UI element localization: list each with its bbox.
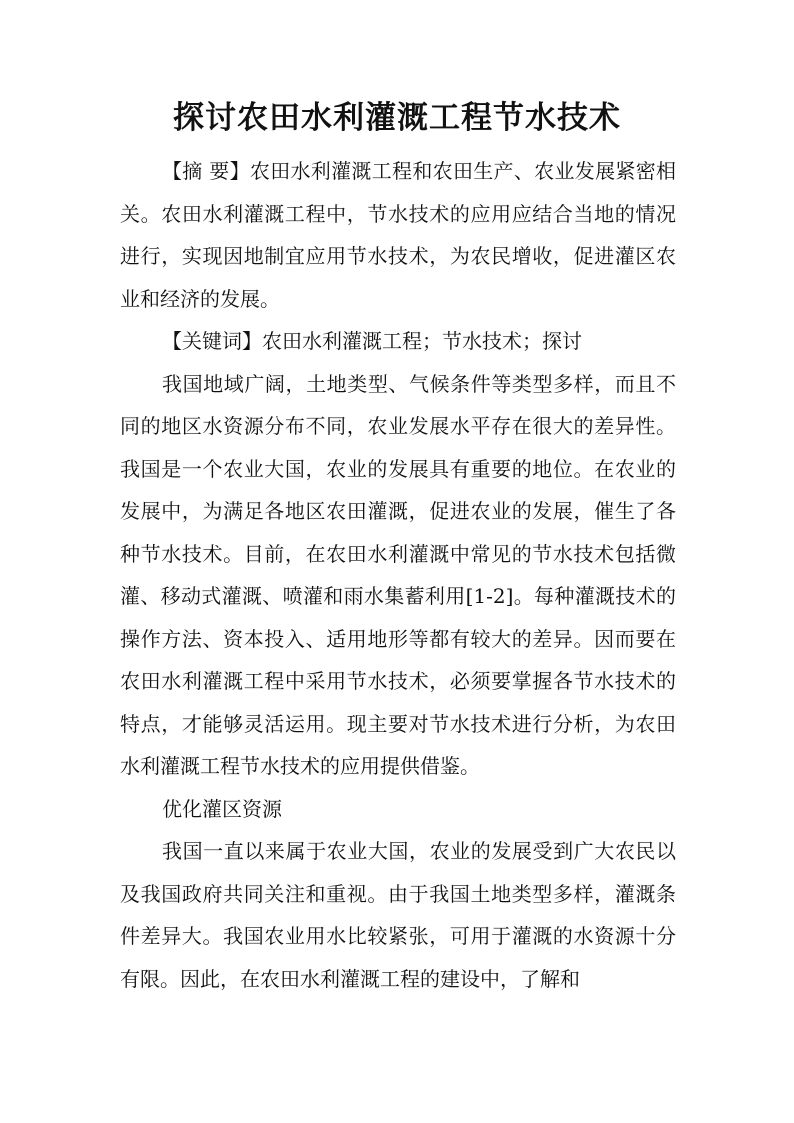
abstract-paragraph <box>120 150 676 320</box>
section-heading: 优化灌区资源 <box>162 796 282 821</box>
keywords-text: 农田水利灌溉工程；节水技术；探讨 <box>262 329 582 353</box>
section-paragraph: 我国一直以来属于农业大国，农业的发展受到广大农民以及我国政府共同关注和重视。由于我国土地类型多样，灌溉条件差异大。我国农业用水比较紧张，可用于灌溉的水资源十分有限。因此，在农田水利灌溉工程的建设中，了解和 <box>120 839 676 991</box>
abstract-text: 农田水利灌溉工程和农田生产、农业发展紧密相关。农田水利灌溉工程中，节水技术的应用应结合当地的情况进行，实现因地制宜应用节水技术，为农民增收，促进灌区农业和经济的发展。 <box>120 159 677 311</box>
document-title: 探讨农田水利灌溉工程节水技术 <box>173 100 621 136</box>
keywords-label: 【关键词】 <box>162 329 262 353</box>
abstract-label: 【摘 要】 <box>162 159 250 183</box>
document-body <box>120 150 676 1000</box>
keywords-paragraph <box>120 320 676 363</box>
intro-paragraph: 我国地域广阔，土地类型、气候条件等类型多样，而且不同的地区水资源分布不同，农业发展水平存在很大的差异性。我国是一个农业大国，农业的发展具有重要的地位。在农业的发展中，为满足各地区农田灌溉，促进农业的发展，催生了各种节水技术。目前，在农田水利灌溉中常见的节水技术包括微灌、移动式灌溉、喷灌和雨水集蓄利用[1-2]。每种灌溉技术的操作方法、资本投入、适用地形等都有较大的差异。因而要在农田水利灌溉工程中采用节水技术，必须要掌握各节水技术的特点，才能够灵活运用。现主要对节水技术进行分析，为农田水利灌溉工程节水技术的应用提供借鉴。 <box>120 371 676 778</box>
